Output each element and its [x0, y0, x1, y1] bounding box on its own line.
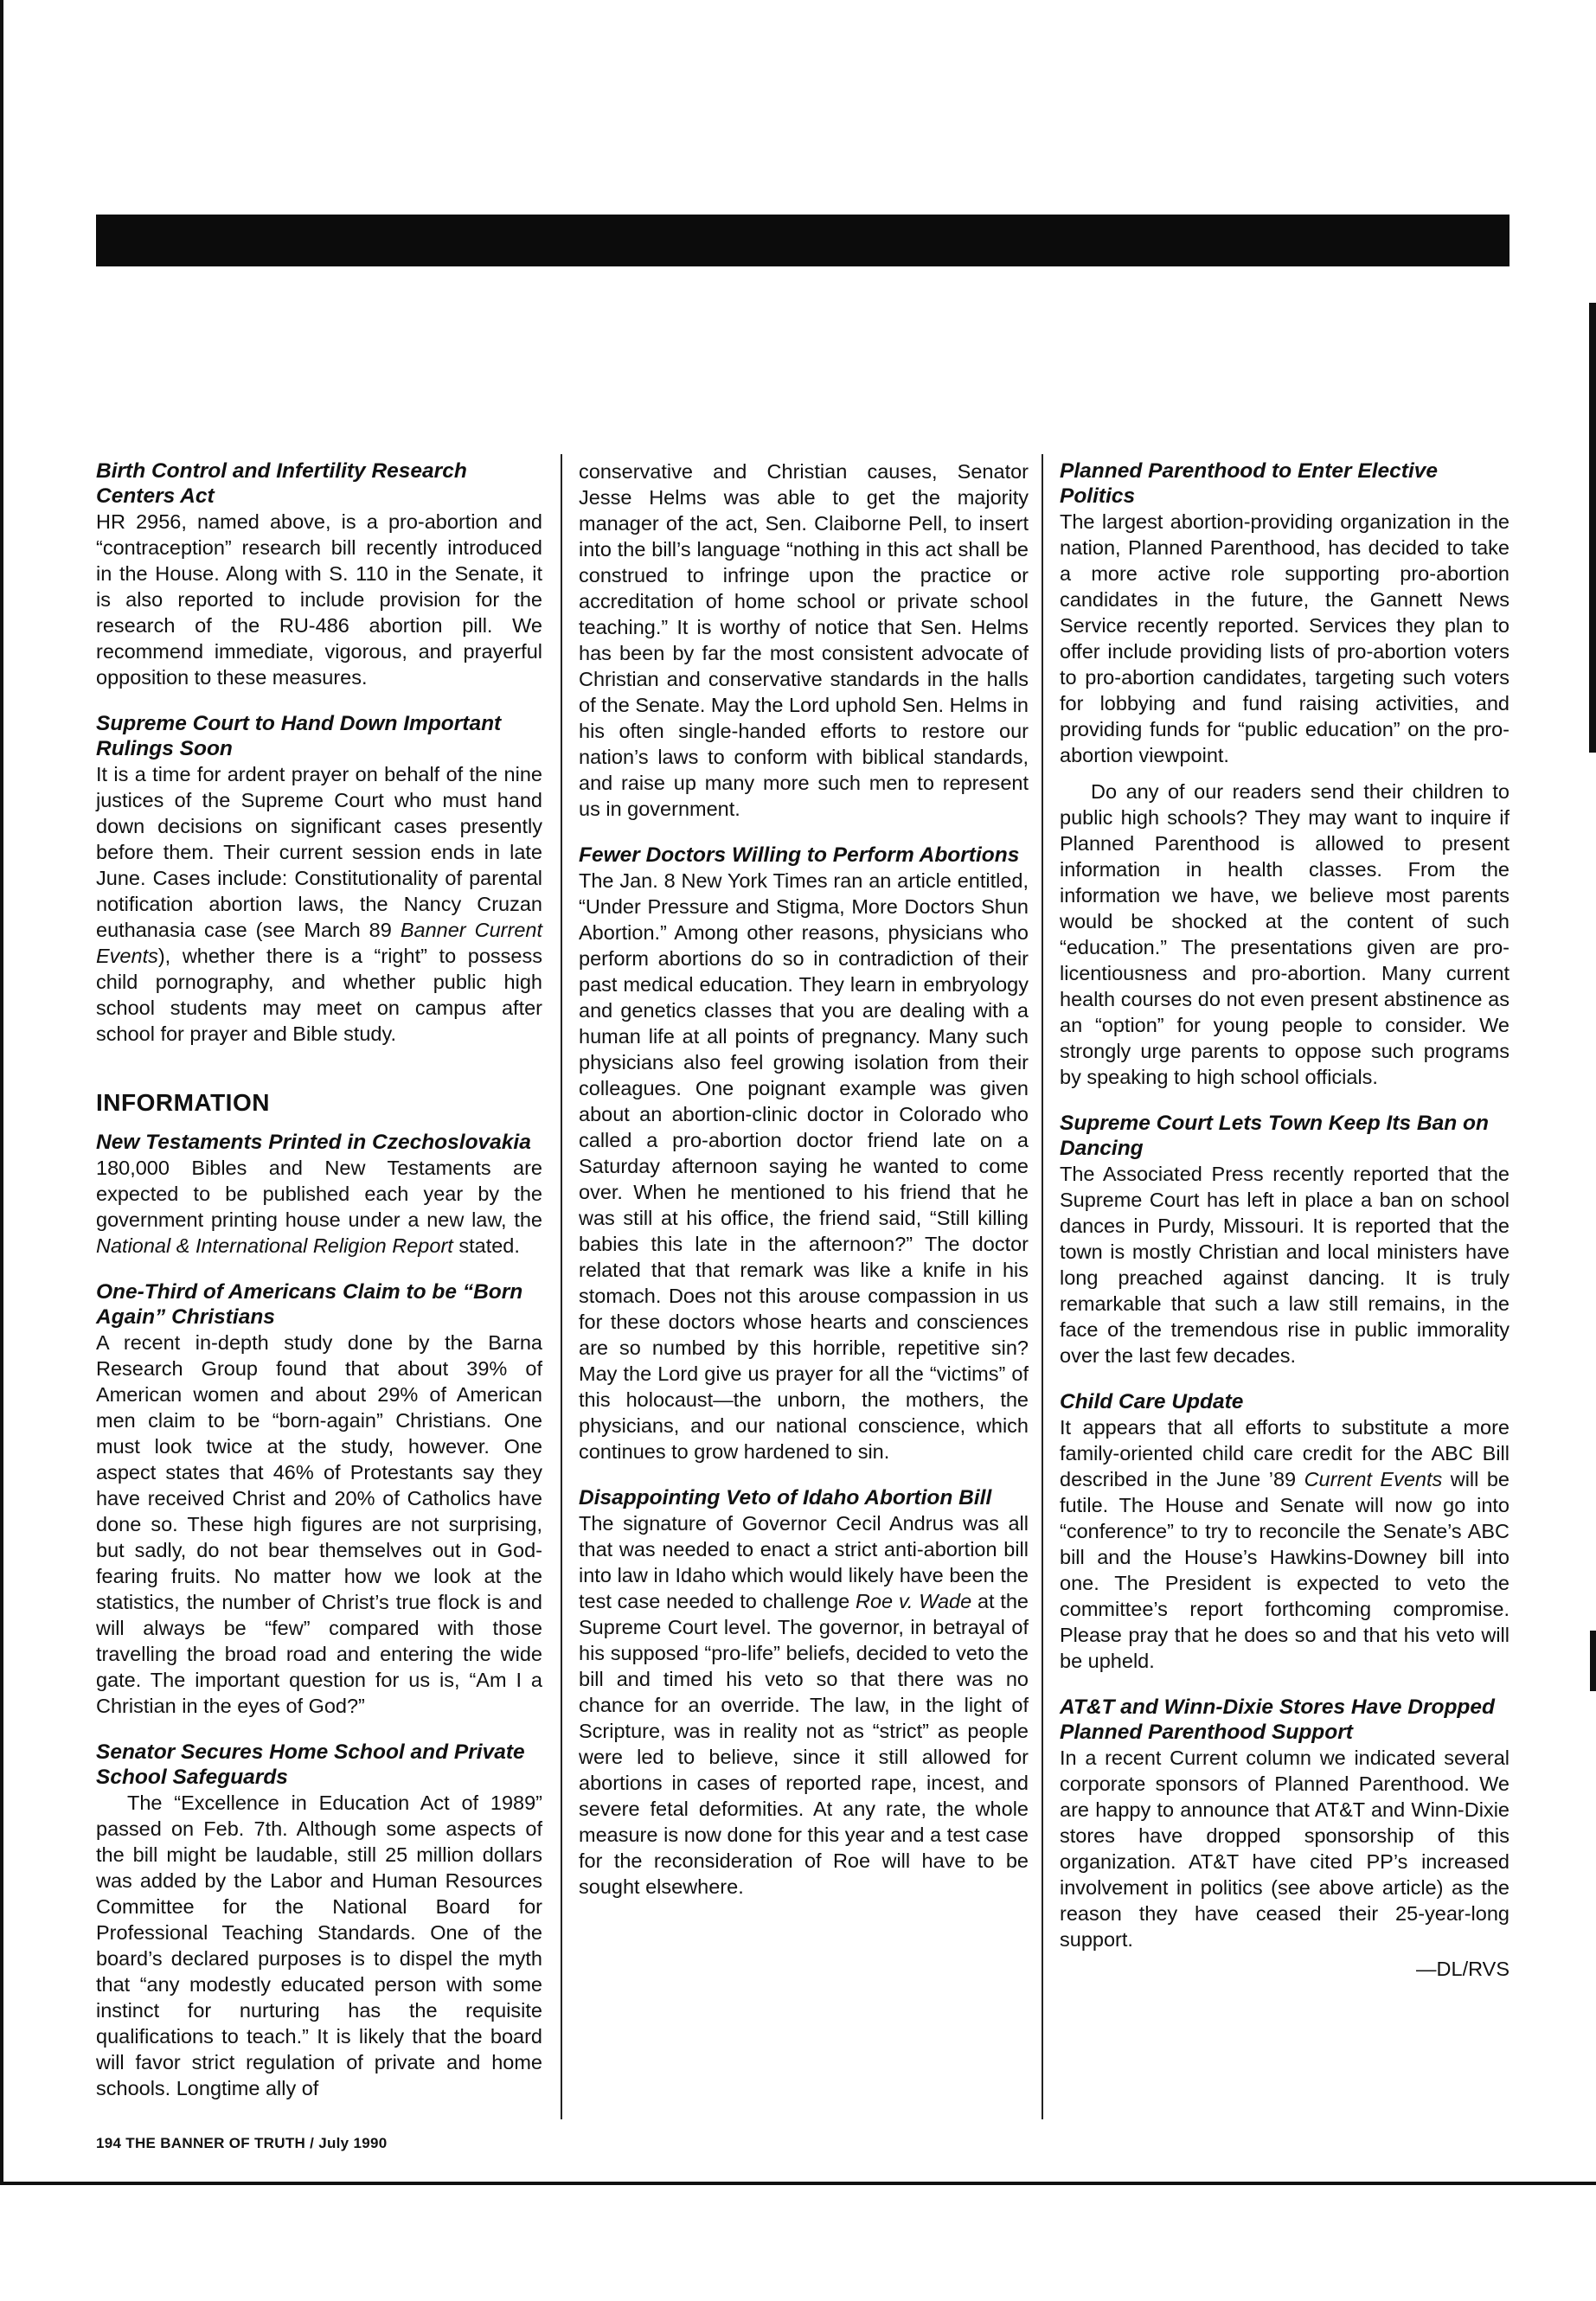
article-body [96, 761, 542, 1047]
article-heading: Supreme Court Lets Town Keep Its Ban on Dancing [1060, 1112, 1489, 1160]
author-signature: —DL/RVS [1416, 1958, 1509, 1980]
article-text: at the Supreme Court level. The governor, in betrayal of his supposed “pro-life” beliefs, decided to veto the bill and timed his veto so that there was no chance for an override. The law, in the light of Scripture, was in reality not as “strict” as people were led to believe, since it still allowed for abortions in cases of reported rape, incest, and severe fetal deformities. At any rate, the whole measure is now done for this year and a test case for the reconsideration of Roe will have to be sought elsewhere. [579, 1590, 1029, 1898]
article-heading: AT&T and Winn-Dixie Stores Have Dropped Planned Parenthood Support [1060, 1695, 1495, 1744]
scan-edge-mark [1590, 1631, 1596, 1691]
article-body-continued: conservative and Christian causes, Senator Jesse Helms was able to get the majority manager of the act, Sen. Claiborne Pell, to insert into the bill’s language “nothing in this act shall be construed to infringe upon the practice or accreditation of home school or private school teaching.” It is worthy of notice that Sen. Helms has been by far the most consistent advocate of Christian and conservative standards in the halls of the Senate. May the Lord uphold Sen. Helms in his often single-handed efforts to restore our nation’s laws to conform with biblical standards, and raise up many more such men to represent us in government. [579, 460, 1029, 820]
column-2 [579, 458, 1029, 1920]
article-body: The Jan. 8 New York Times ran an article entitled, “Under Pressure and Stigma, More Doctors Shun Abortion.” Among other reasons, physicians who perform abortions do so in contradiction of their past medical education. They learn in embryology and genetics classes that you are dealing with a human life at all points of pregnancy. Many such physicians also feel growing isolation from their colleagues. One poignant example was given about an abortion-clinic doctor in Colorado who called a pro-abortion doctor friend late on a Saturday afternoon saying he wanted to come over. When he mentioned to his friend that he was still at his office, the friend said, “Still killing babies this late in the afternoon?” The doctor related that that remark was like a knife in his stomach. Does not this arouse compassion in us for these doctors whose hearts and consciences are so numbed by this horrible, repetitive sin? May the Lord give us prayer for all the “victims” of this holocaust—the unborn, the mothers, the physicians, and our national conscience, which continues to grow hardened to sin. [579, 869, 1029, 1463]
article-text-italic: Roe v. Wade [856, 1590, 972, 1612]
article-heading: Planned Parenthood to Enter Elective Politics [1060, 459, 1439, 508]
article-heading: Supreme Court to Hand Down Important Rulings Soon [96, 712, 502, 760]
publication-name: THE BANNER OF TRUTH [125, 2135, 306, 2151]
article-heading: Birth Control and Infertility Research Centers Act [96, 459, 467, 508]
article-body: The “Excellence in Education Act of 1989” passed on Feb. 7th. Although some aspects of the bill might be laudable, still 25 million dollars was added by the Labor and Human Resources Committee for the National Board for Professional Teaching Standards. One of the board’s declared purposes is to dispel the myth that “any modestly educated person with some instinct for nurturing has the requisite qualifications to teach.” It is likely that the board will favor strict regulation of private and home schools. Longtime ally of [96, 1791, 542, 2099]
article-text-italic: National & International Religion Report [96, 1234, 453, 1257]
article-text: It appears that all efforts to substitute a more family-oriented child care credit for the ABC Bill described in the June ’89 [1060, 1416, 1509, 1490]
article-body: The Associated Press recently reported that the Supreme Court has left in place a ban on school dances in Purdy, Missouri. It is reported that the town is mostly Christian and local ministers have long preached against dancing. It is truly remarkable that such a law still remains, in the face of the tremendous rise in public immorality over the last few decades. [1060, 1163, 1509, 1367]
article-body: The largest abortion-providing organization in the nation, Planned Parenthood, has decided to take a more active role supporting pro-abortion candidates in the future, the Gannett News Service recently reported. Services they plan to offer include providing lists of pro-abortion voters to pro-abortion candidates, targeting such voters for lobbying and fund raising activities, and providing funds for “public education” on the pro-abortion viewpoint. [1060, 510, 1509, 766]
article-body: HR 2956, named above, is a pro-abortion and “contraception” research bill recently introduced in the House. Along with S. 110 in the Senate, it is also reported to include provision for the research of the RU-486 abortion pill. We recommend immediate, vigorous, and prayerful opposition to these measures. [96, 510, 542, 689]
page-number: 194 [96, 2135, 122, 2151]
issue-date: July 1990 [318, 2135, 388, 2151]
article-text-italic: Banner Current Events [96, 919, 542, 967]
article-text: 180,000 Bibles and New Testaments are expected to be published each year by the government printing house under a new law, the [96, 1157, 542, 1231]
article-heading: New Testaments Printed in Czechoslovakia [96, 1131, 531, 1154]
column-1 [96, 458, 542, 2122]
column-3 [1060, 458, 1509, 1982]
article-text: ), whether there is a “right” to possess child pornography, and whether public high school students may meet on campus after school for prayer and Bible study. [96, 945, 542, 1045]
header-bar [96, 215, 1509, 266]
section-title: INFORMATION [96, 1089, 270, 1116]
page-footer [96, 2135, 387, 2152]
article-body [579, 1510, 1029, 1900]
article-heading: Disappointing Veto of Idaho Abortion Bill [579, 1486, 992, 1509]
article-text: will be futile. The House and Senate will now go into “conference” to try to reconcile the Senate’s ABC bill and the House’s Hawkins-Downey bill into one. The President is expected to veto the committee’s report forthcoming compromise. Please pray that he does so and that his veto will be upheld. [1060, 1468, 1509, 1672]
article-body: Do any of our readers send their children to public high schools? They may want to inquire if Planned Parenthood is allowed to present information in health classes. From the information we have, we believe most parents would be shocked at the content of such “education.” The presentations given are pro-licentiousness and pro-abortion. Many current health courses do not even present abstinence as an “option” for young people to consider. We strongly urge parents to oppose such programs by speaking to high school officials. [1060, 780, 1509, 1088]
article-heading: Child Care Update [1060, 1390, 1244, 1413]
article-body: In a recent Current column we indicated several corporate sponsors of Planned Parenthood. We are happy to announce that AT&T and Winn-Dixie stores have dropped sponsorship of this organization. AT&T have cited PP’s increased involvement in politics (see above article) as the reason they have ceased their 25-year-long support. [1060, 1747, 1509, 1951]
left-border-rule [0, 0, 3, 2184]
article-text: stated. [452, 1234, 520, 1257]
bottom-border-rule [0, 2182, 1596, 2185]
article-body: A recent in-depth study done by the Barna Research Group found that about 39% of American women and about 29% of American men claim to be “born-again” Christians. One must look twice at the study, however. One aspect states that 46% of Protestants say they have received Christ and 20% of Catholics have done so. These high figures are not surprising, but sadly, do not bear themselves out in God-fearing fruits. No matter how we look at the statistics, the number of Christ’s true flock is and will always be “few” compared with those travelling the broad road and entering the wide gate. The important question for us is, “Am I a Christian in the eyes of God?” [96, 1331, 542, 1717]
scan-edge-mark [1589, 303, 1596, 753]
article-text: The signature of Governor Cecil Andrus was all that was needed to enact a strict anti-abortion bill into law in Idaho which would likely have been the test case needed to challenge [579, 1512, 1029, 1612]
article-text: It is a time for ardent prayer on behalf of the nine justices of the Supreme Court who must hand down decisions on significant cases presently before them. Their current session ends in late June. Cases include: Constitutionality of parental notification abortion laws, the Nancy Cruzan euthanasia case (see March 89 [96, 763, 542, 941]
article-heading: Fewer Doctors Willing to Perform Abortions [579, 843, 1020, 867]
article-body [96, 1155, 542, 1259]
article-heading: Senator Secures Home School and Private School Safeguards [96, 1740, 525, 1789]
column-divider [561, 454, 562, 2119]
article-text-italic: Current Events [1304, 1468, 1443, 1490]
footer-separator: / [310, 2135, 315, 2151]
column-divider [1042, 454, 1043, 2119]
article-heading: One-Third of Americans Claim to be “Born Again” Christians [96, 1280, 523, 1329]
article-body [1060, 1414, 1509, 1674]
